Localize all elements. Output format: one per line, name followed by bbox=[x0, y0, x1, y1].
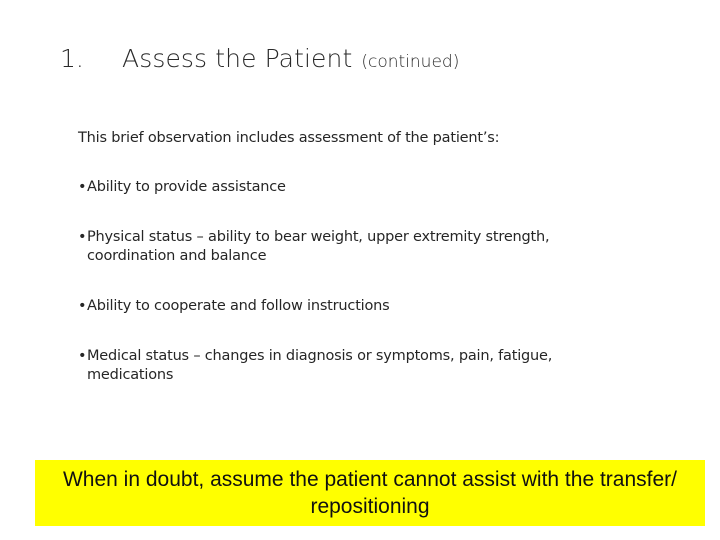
bullet-item-cooperate bbox=[78, 297, 698, 316]
slide-body bbox=[78, 129, 698, 416]
bullet-icon: • bbox=[78, 229, 87, 245]
title-subtitle: (continued) bbox=[361, 52, 460, 72]
bullet-text: Ability to provide assistance bbox=[87, 179, 286, 195]
callout-box bbox=[35, 460, 705, 526]
bullet-item-physical-status bbox=[78, 228, 698, 266]
bullet-text: Medical status – changes in diagnosis or symptoms, pain, fatigue, medications bbox=[87, 348, 553, 383]
title-number: 1. bbox=[60, 44, 84, 73]
bullet-icon: • bbox=[78, 179, 87, 195]
callout-text: When in doubt, assume the patient cannot assist with the transfer/ repositioning bbox=[62, 468, 677, 518]
bullet-item-assistance bbox=[78, 178, 698, 197]
bullet-icon: • bbox=[78, 348, 87, 364]
bullet-text: Physical status – ability to bear weight, upper extremity strength, coordination and balance bbox=[87, 229, 550, 264]
slide-title bbox=[60, 44, 459, 84]
bullet-item-medical-status bbox=[78, 347, 698, 385]
title-main: Assess the Patient bbox=[122, 44, 353, 73]
bullet-list bbox=[78, 178, 698, 385]
bullet-icon: • bbox=[78, 298, 87, 314]
bullet-text: Ability to cooperate and follow instructions bbox=[87, 298, 390, 314]
intro-text: This brief observation includes assessment of the patient’s: bbox=[78, 130, 500, 146]
